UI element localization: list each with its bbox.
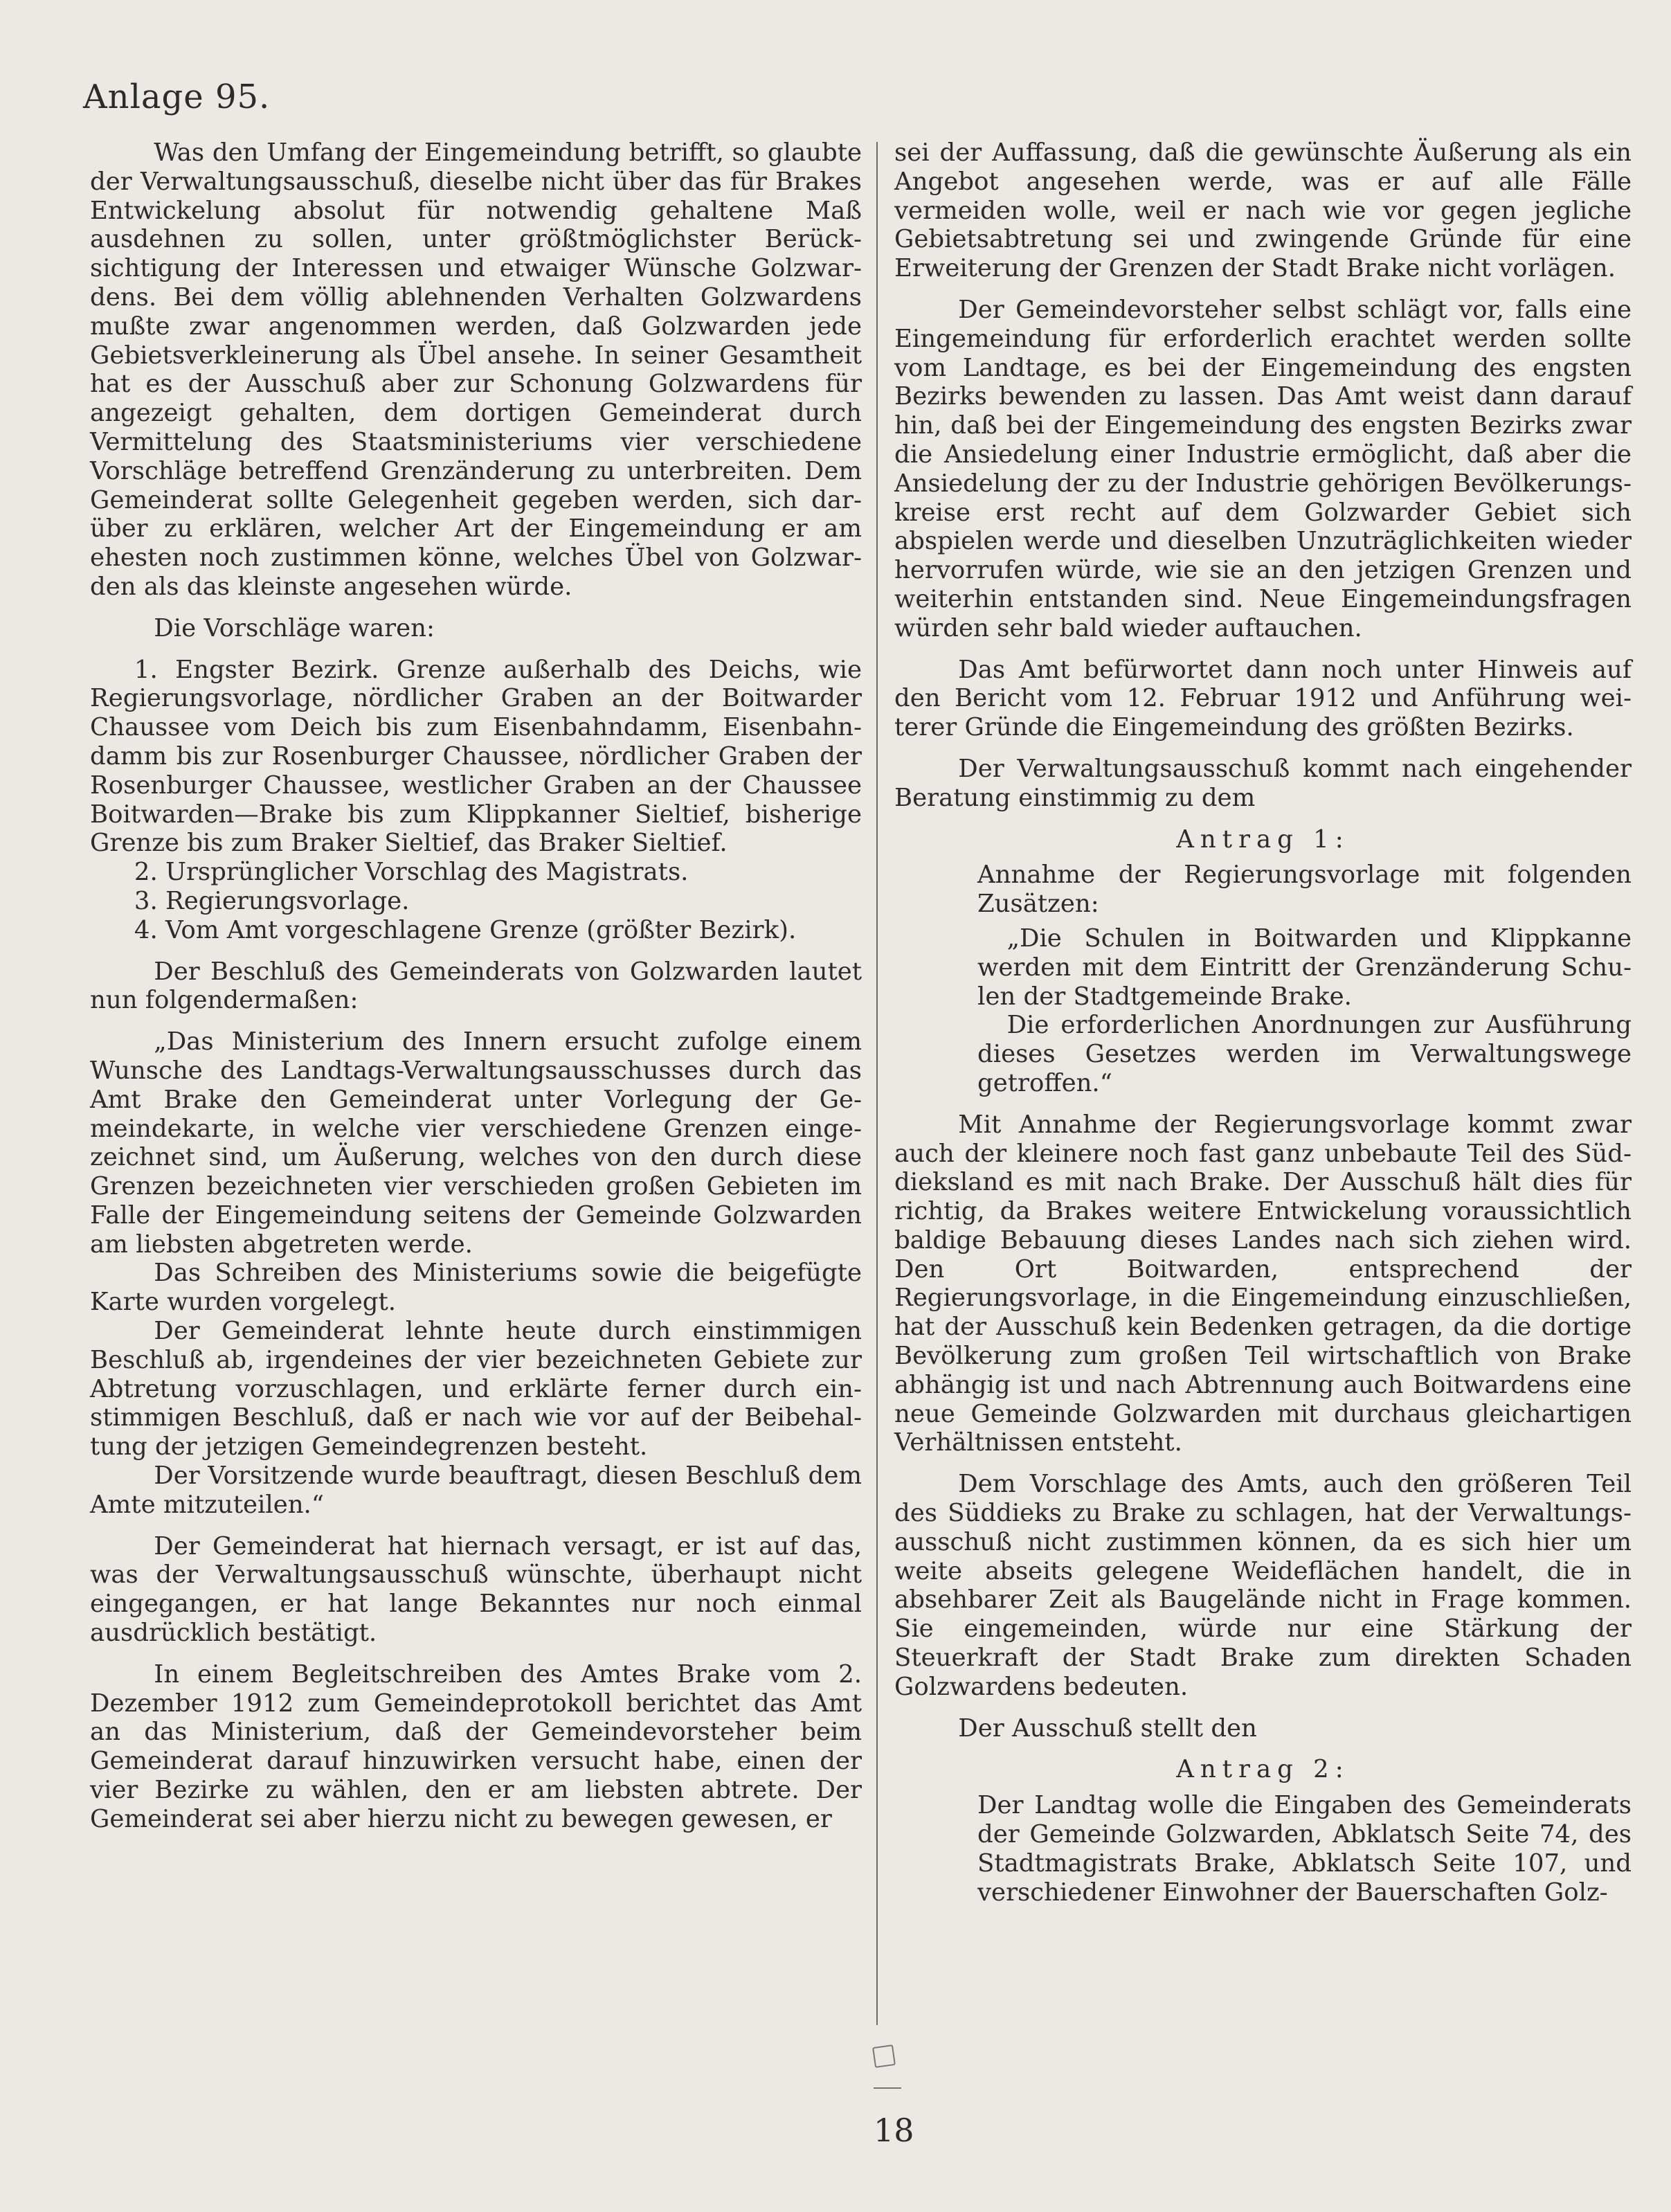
paragraph-dem-vorschlage: Dem Vorschlage des Amts, auch den größeren Teil des Süddieks zu Brake zu schlagen, hat der Verwaltungsausschuß nicht zustimmen können, da es sich hier um weite abseits gelegene Weideflächen handelt, die in absehbarer Zeit als Baugelände nicht in Frage kommen. Sie eingemeinden, würde nur eine Stärkung der Steuerkraft der Stadt Brake zum direkten Schaden Golzwardens bedeuten. <box>894 1470 1632 1701</box>
quote-paragraph: Die erforderlichen Anordnungen zur Ausführung dieses Gesetzes werden im Verwaltungswege getroffen.“ <box>977 1011 1632 1097</box>
quote-paragraph: Der Vorsitzende wurde beauftragt, diesen Beschluß dem Amte mitzuteilen.“ <box>90 1462 862 1519</box>
antrag-2-body <box>894 1791 1632 1907</box>
paragraph-amt-befuerwortet: Das Amt befürwortet dann noch unter Hinweis auf den Bericht vom 12. Februar 1912 und Anführung weiterer Gründe die Eingemeindung des größten Bezirks. <box>894 655 1632 742</box>
antrag-1-body <box>894 861 1632 1097</box>
gemeinderat-quote <box>90 1027 862 1520</box>
paragraph-after-quote: Der Gemeinderat hat hiernach versagt, er ist auf das, was der Verwaltungsausschuß wünschte, überhaupt nicht eingegangen, er hat lange Bekanntes nur noch einmal ausdrücklich bestätigt. <box>90 1531 862 1648</box>
paragraph-beratung: Der Verwaltungsausschuß kommt nach eingehender Beratung einstimmig zu dem <box>894 754 1632 812</box>
paragraph-beschluss-intro: Der Beschluß des Gemeinderats von Golzwarden lautet nun folgendermaßen: <box>90 957 862 1015</box>
right-column <box>894 138 1632 1912</box>
quote-paragraph: Das Schreiben des Ministeriums sowie die beigefügte Karte wurden vorgelegt. <box>90 1259 862 1317</box>
quote-paragraph: „Das Ministerium des Innern ersucht zufolge einem Wunsche des Landtags-Verwaltungsausschusses durch das Amt Brake den Gemeinderat unter Vorlegung der Gemeindekarte, in welche vier verschiedene Grenzen eingezeichnet sind, um Äußerung, welches von den durch diese Grenzen bezeichneten vier verschieden großen Gebieten im Falle der Eingemeindung seitens der Gemeinde Golzwarden am liebsten abgetreten werde. <box>90 1027 862 1259</box>
paragraph-gemeindevorsteher: Der Gemeindevorsteher selbst schlägt vor, falls eine Eingemeindung für erforderlich erachtet werden sollte vom Landtage, es bei der Eingemeindung des engsten Bezirks bewenden zu lassen. Das Amt weist dann darauf hin, daß bei der Eingemeindung des engsten Bezirks zwar die Ansiedelung einer Industrie ermöglicht, daß aber die Ansiedelung der zu der Industrie gehörigen Bevölkerungskreise erst recht auf dem Golzwarder Gebiet sich abspielen werde und dieselben Unzuträglichkeiten wieder hervorrufen würde, wie sie an den jetzigen Grenzen und weiterhin entstanden sind. Neue Eingemeindungsfragen würden sehr bald wieder auftauchen. <box>894 295 1632 642</box>
paragraph-ausschuss-stellt: Der Ausschuß stellt den <box>958 1714 1257 1743</box>
antrag-1-quote <box>977 924 1632 1098</box>
proposal-list <box>90 656 862 945</box>
column-divider <box>876 142 878 2025</box>
page-number: 18 <box>874 2112 914 2149</box>
antrag-1-intro: Annahme der Regierungsvorlage mit folgenden Zusätzen: <box>977 861 1632 919</box>
paragraph-vorschlaege-intro: Die Vorschläge waren: <box>154 613 435 642</box>
paragraph-continuation: sei der Auffassung, daß die gewünschte Äußerung als ein Angebot angesehen werde, was er auf alle Fälle vermeiden wolle, weil er nach wie vor gegen jegliche Gebietsabtretung sei und zwingende Gründe für eine Erweiterung der Grenzen der Stadt Brake nicht vorlägen. <box>894 138 1632 283</box>
antrag-2-heading: Antrag 2: <box>1176 1755 1350 1784</box>
paragraph-begleitschreiben: In einem Begleitschreiben des Amtes Brake vom 2. Dezember 1912 zum Gemeindeprotokoll berichtet das Amt an das Ministerium, daß der Gemeindevorsteher beim Gemeinderat darauf hinzuwirken versucht habe, einen der vier Bezirke zu wählen, den er am liebsten abtrete. Der Gemeinderat sei aber hierzu nicht zu bewegen gewesen, er <box>90 1660 862 1833</box>
footer-rule <box>874 2087 901 2089</box>
antrag-1-heading: Antrag 1: <box>1176 825 1350 854</box>
proposal-item: 1. Engster Bezirk. Grenze außerhalb des Deichs, wie Regierungsvorlage, nördlicher Graben an der Boitwarder Chaussee vom Deich bis zum Eisenbahndamm, Eisenbahndamm bis zur Rosenburger Chaussee, nördlicher Graben der Rosenburger Chaussee, westlicher Graben an der Chaussee Boitwarden—Brake bis zum Klippkanner Sieltief, bisherige Grenze bis zum Braker Sieltief, das Braker Sieltief. <box>90 655 862 858</box>
quote-paragraph: „Die Schulen in Boitwarden und Klippkanne werden mit dem Eintritt der Grenzänderung Schulen der Stadtgemeinde Brake. <box>977 924 1632 1011</box>
paragraph-mit-annahme: Mit Annahme der Regierungsvorlage kommt zwar auch der kleinere noch fast ganz unbebaute Teil des Süddieksland es mit nach Brake. Der Ausschuß hält dies für richtig, da Brakes weitere Entwickelung voraussichtlich baldige Bebauung dieses Landes nach sich ziehen wird. Den Ort Boitwarden, entsprechend der Regierungsvorlage, in die Eingemeindung einzuschließen, hat der Ausschuß kein Bedenken getragen, da die dortige Bevölkerung zum großen Teil wirtschaftlich von Brake abhängig ist und nach Abtrennung auch Boitwardens eine neue Gemeinde Golzwarden mit durchaus gleichartigen Verhältnissen entsteht. <box>894 1110 1632 1457</box>
proposal-item: 4. Vom Amt vorgeschlagene Grenze (größter Bezirk). <box>134 915 797 944</box>
paragraph-umfang: Was den Umfang der Eingemeindung betrifft, so glaubte der Verwaltungsausschuß, dieselbe nicht über das für Brakes Entwickelung absolut für notwendig gehaltene Maß ausdehnen zu sollen, unter größtmöglichster Berücksichtigung der Interessen und etwaiger Wünsche Golzwardens. Bei dem völlig ablehnenden Verhalten Golzwardens mußte zwar angenommen werden, daß Golzwarden jede Gebietsverkleinerung als Übel ansehe. In seiner Gesamtheit hat es der Ausschuß aber zur Schonung Golzwardens für angezeigt gehalten, dem dortigen Gemeinderat durch Vermittelung des Staatsministeriums vier verschiedene Vorschläge betreffend Grenzänderung zu unterbreiten. Dem Gemeinderat sollte Gelegenheit gegeben werden, sich darüber zu erklären, welcher Art der Eingemeindung er am ehesten noch zustimmen könne, welches Übel von Golzwarden als das kleinste angesehen würde. <box>90 138 862 601</box>
paperclip-mark-icon <box>872 2044 896 2068</box>
proposal-item: 3. Regierungsvorlage. <box>134 886 410 915</box>
antrag-2-text: Der Landtag wolle die Eingaben des Gemeinderats der Gemeinde Golzwarden, Abklatsch Seite 74, des Stadtmagistrats Brake, Abklatsch Seite 107, und verschiedener Einwohner der Bauerschaften Golz- <box>977 1791 1632 1907</box>
proposal-item: 2. Ursprünglicher Vorschlag des Magistrats. <box>134 858 689 887</box>
left-column <box>90 138 862 1846</box>
page-header: Anlage 95. <box>83 78 271 116</box>
quote-paragraph: Der Gemeinderat lehnte heute durch einstimmigen Beschluß ab, irgendeines der vier bezeichneten Gebiete zur Abtretung vorzuschlagen, und erklärte ferner durch einstimmigen Beschluß, daß er nach wie vor auf der Beibehaltung der jetzigen Gemeindegrenzen besteht. <box>90 1317 862 1462</box>
